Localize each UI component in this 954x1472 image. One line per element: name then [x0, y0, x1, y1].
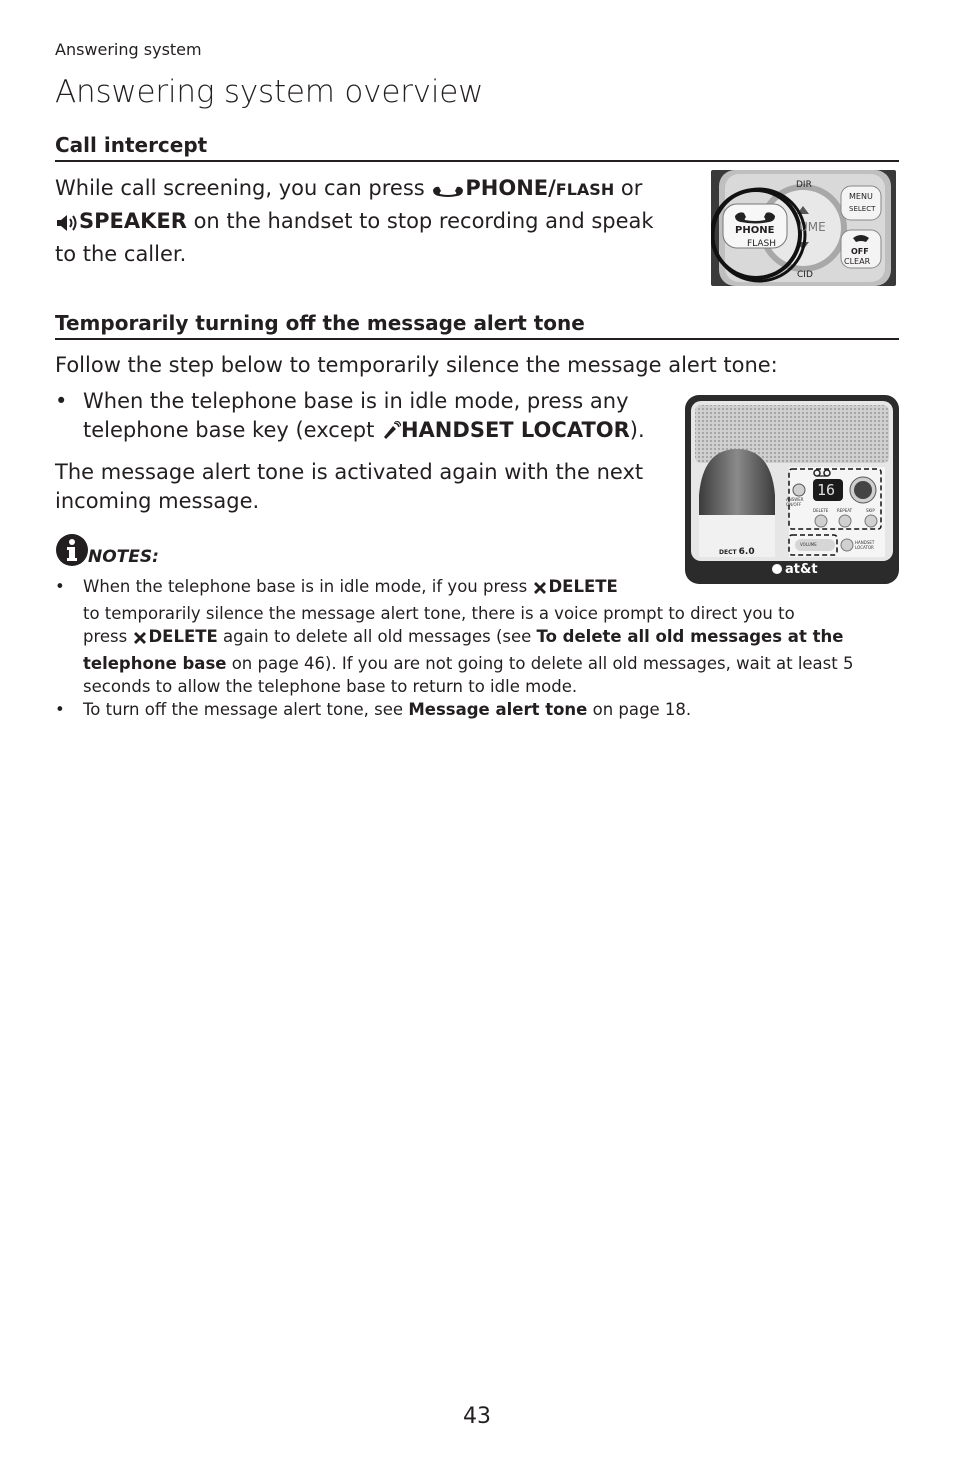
running-head: Answering system — [55, 40, 202, 59]
section-rule — [55, 160, 899, 162]
section-heading-alert-tone: Temporarily turning off the message alert tone — [55, 311, 585, 335]
page-title: Answering system overview — [55, 74, 484, 110]
bullet-dot: • — [55, 577, 65, 596]
volume-label: VOLUME — [800, 542, 817, 547]
speaker-icon — [55, 211, 79, 240]
select-label: SELECT — [849, 205, 876, 213]
telephone-base-photo — [685, 395, 899, 584]
delete-x-icon — [532, 579, 548, 602]
message-count-display: 16 — [817, 481, 836, 499]
cid-label: CID — [797, 270, 813, 280]
menu-label: MENU — [849, 192, 873, 201]
off-label: OFF — [851, 247, 869, 256]
bullet-dot: • — [55, 389, 68, 413]
phone-handset-icon — [431, 178, 465, 207]
handset-locator-label: HANDSET LOCATOR — [855, 540, 875, 550]
handset-keypad-photo — [711, 170, 896, 286]
page-number: 43 — [463, 1404, 491, 1429]
note-item-2: • To turn off the message alert tone, see Message alert tone on page 18. — [55, 700, 692, 719]
att-logo: at&t — [785, 562, 818, 577]
call-intercept-paragraph: While call screening, you can press PHONE/FLASH or SPEAKER on the handset to stop recording and speak to the caller. — [55, 176, 654, 266]
volume-fragment-label: UME — [799, 220, 826, 234]
delete-x-icon — [132, 629, 148, 652]
alert-tone-bullet: • When the telephone base is in idle mode, press any telephone base key (except HANDSET LOCATOR). — [55, 387, 675, 449]
bullet-dot: • — [55, 700, 65, 719]
phone-label: PHONE — [735, 225, 775, 236]
handset-locator-icon — [381, 420, 401, 449]
dir-label: DIR — [796, 180, 812, 190]
clear-label: CLEAR — [844, 257, 871, 266]
alert-tone-paragraph: The message alert tone is activated again with the next incoming message. — [55, 460, 644, 513]
flash-label: FLASH — [747, 239, 777, 249]
repeat-label: REPEAT — [837, 508, 853, 513]
answer-on-off-label: ANSWER ON/OFF — [786, 497, 804, 507]
info-icon — [55, 533, 89, 567]
note-item-1: • When the telephone base is in idle mode, if you press DELETE to temporarily silence the message alert tone, there is a voice prompt to direct you to press DELETE again to delete all old messages (see To delete all old messages at the telephone base on page 46). If you are not going to delete all old messages, wait at least 5 seconds to allow the telephone base to return to idle mode. — [55, 577, 854, 696]
delete-label: DELETE — [813, 508, 829, 513]
section-rule — [55, 338, 899, 340]
alert-tone-intro: Follow the step below to temporarily silence the message alert tone: — [55, 353, 778, 377]
dect-label: DECT 6.0 — [719, 547, 755, 557]
section-heading-call-intercept: Call intercept — [55, 133, 208, 157]
notes-label: NOTES: — [88, 547, 159, 567]
skip-label: SKIP — [866, 508, 875, 513]
